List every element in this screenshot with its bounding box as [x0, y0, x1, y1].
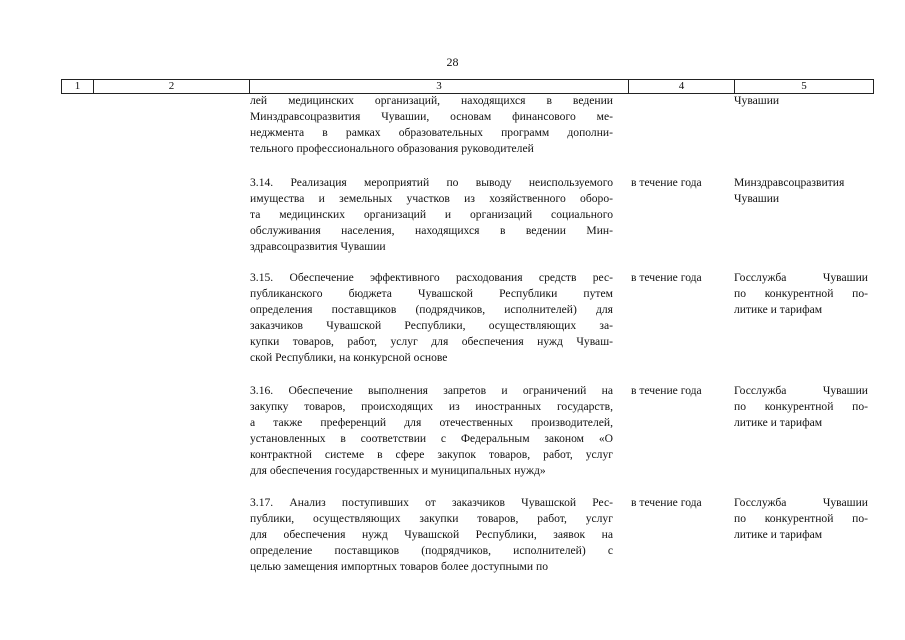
text-line: тельного профессионального образования руководителей: [250, 142, 534, 155]
row-5-col3: [250, 495, 613, 575]
text-line: 3.15. Обеспечение эффективного расходования средств рес-: [250, 271, 613, 284]
text-line: Минздравсоцразвития: [734, 176, 845, 189]
row-1-col3: [250, 93, 613, 157]
text-line: купки товаров, работ, услуг для обеспечения нужд Чуваш-: [250, 335, 613, 348]
text-line: по конкурентной по-: [734, 287, 868, 300]
row-4-col3: [250, 383, 613, 479]
row-2-col3: [250, 175, 613, 255]
row-2-col4: [631, 175, 731, 191]
header-col-5: 5: [734, 80, 874, 93]
text-line: целью замещения импортных товаров более доступными по: [250, 560, 548, 573]
row-5-col4: [631, 495, 731, 511]
text-line: Госслужба Чувашии: [734, 271, 868, 284]
text-line: имущества и земельных участков из хозяйственного оборо-: [250, 192, 613, 205]
text-line: ской Республики, на конкурсной основе: [250, 351, 448, 364]
text-line: здравсоцразвития Чувашии: [250, 240, 386, 253]
text-line: публиканского бюджета Чувашской Республики путем: [250, 287, 613, 300]
text-line: контрактной системе в сфере закупок товаров, работ, услуг: [250, 448, 613, 461]
text-line: 3.17. Анализ поступивших от заказчиков Чувашской Рес-: [250, 496, 613, 509]
row-3-col5: [734, 270, 868, 318]
text-line: по конкурентной по-: [734, 512, 868, 525]
text-line: установленных в соответствии с Федеральным законом «О: [250, 432, 613, 445]
row-4-col5: [734, 383, 868, 431]
row-5-col5: [734, 495, 868, 543]
header-col-3: 3: [249, 80, 628, 93]
text-line: закупку товаров, происходящих из иностранных государств,: [250, 400, 613, 413]
header-col-4: 4: [628, 80, 734, 93]
text-line: в течение года: [631, 496, 702, 509]
text-line: публики, осуществляющих закупки товаров, работ, услуг: [250, 512, 613, 525]
row-3-col3: [250, 270, 613, 366]
text-line: определение поставщиков (подрядчиков, исполнителей) с: [250, 544, 613, 557]
text-line: та медицинских организаций и организаций социального: [250, 208, 613, 221]
text-line: Госслужба Чувашии: [734, 496, 868, 509]
text-line: обслуживания населения, находящихся в ведении Мин-: [250, 224, 613, 237]
text-line: в течение года: [631, 271, 702, 284]
header-col-2: 2: [93, 80, 249, 93]
text-line: для обеспечения нужд Чувашской Республики, заявок на: [250, 528, 613, 541]
text-line: Госслужба Чувашии: [734, 384, 868, 397]
text-line: заказчиков Чувашской Республики, осуществляющих за-: [250, 319, 613, 332]
text-line: по конкурентной по-: [734, 400, 868, 413]
text-line: а также преференций для отечественных производителей,: [250, 416, 613, 429]
header-col-1: 1: [61, 80, 93, 93]
text-line: 3.14. Реализация мероприятий по выводу неиспользуемого: [250, 176, 613, 189]
row-2-col5: [734, 175, 868, 207]
text-line: литике и тарифам: [734, 528, 823, 541]
text-line: неджмента в рамках образовательных программ дополни-: [250, 126, 613, 139]
text-line: Минздравсоцразвития Чувашии, основам финансового ме-: [250, 110, 613, 123]
row-1-col5: [734, 93, 868, 109]
text-line: литике и тарифам: [734, 416, 823, 429]
table-header: [61, 79, 874, 94]
text-line: Чувашии: [734, 94, 780, 107]
text-line: лей медицинских организаций, находящихся в ведении: [250, 94, 613, 107]
text-line: в течение года: [631, 384, 702, 397]
text-line: 3.16. Обеспечение выполнения запретов и ограничений на: [250, 384, 613, 397]
row-3-col4: [631, 270, 731, 286]
row-4-col4: [631, 383, 731, 399]
text-line: в течение года: [631, 176, 702, 189]
text-line: Чувашии: [734, 192, 780, 205]
text-line: для обеспечения государственных и муниципальных нужд»: [250, 464, 546, 477]
text-line: определения поставщиков (подрядчиков, исполнителей) для: [250, 303, 613, 316]
text-line: литике и тарифам: [734, 303, 823, 316]
page-number: 28: [446, 55, 459, 69]
